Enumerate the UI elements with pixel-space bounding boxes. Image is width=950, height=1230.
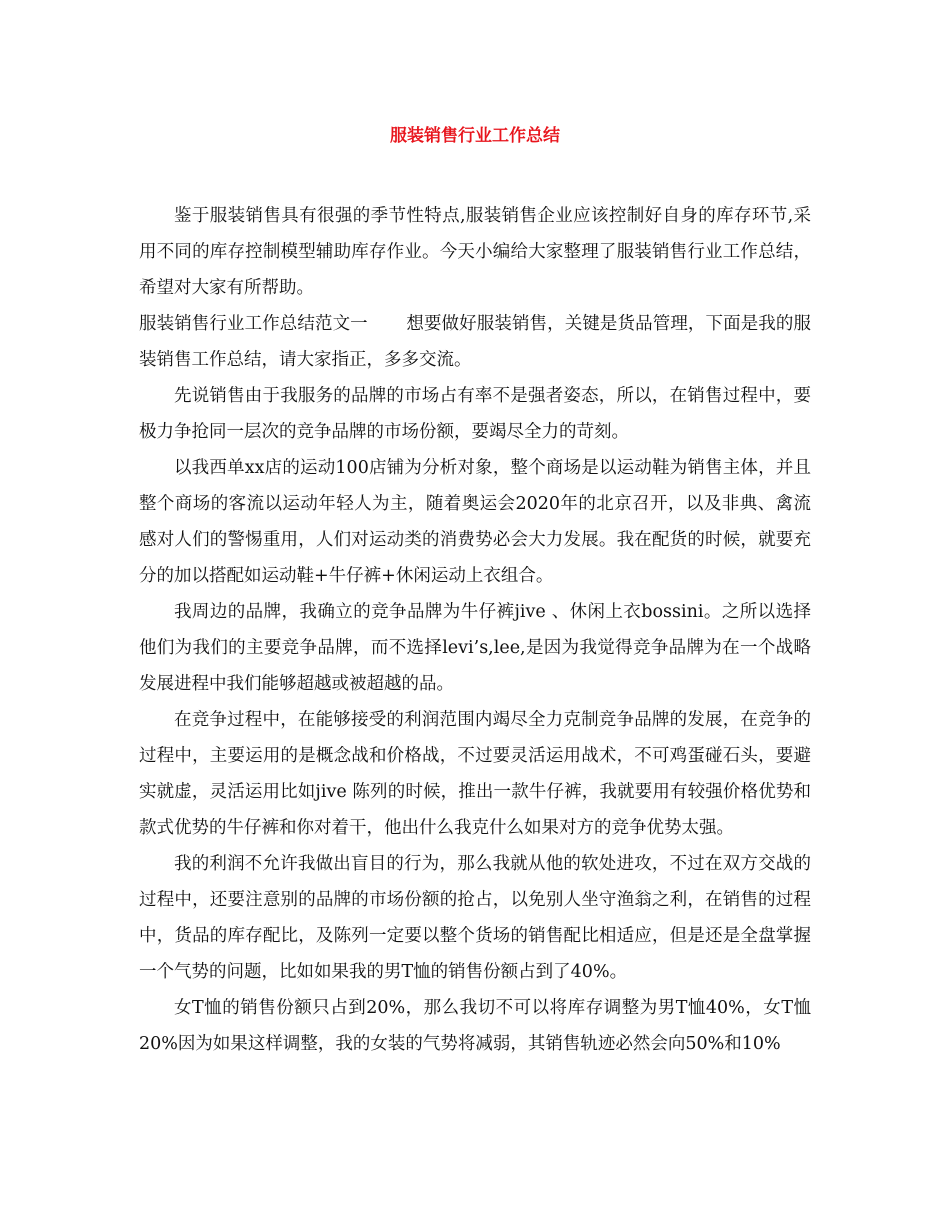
section-paragraph [139, 306, 811, 378]
document-body [139, 198, 811, 1062]
body-paragraph: 先说销售由于我服务的品牌的市场占有率不是强者姿态，所以，在销售过程中，要极力争抢同一层次的竞争品牌的市场份额，要竭尽全力的苛刻。 [139, 386, 811, 442]
body-paragraph: 我的利润不允许我做出盲目的行为，那么我就从他的软处进攻，不过在双方交战的过程中，还要注意别的品牌的市场份额的抢占，以免别人坐守渔翁之利，在销售的过程中，货品的库存配比，及陈列一定要以整个货场的销售配比相适应，但是还是全盘掌握一个气势的问题，比如如果我的男T恤的销售份额占到了40%。 [139, 854, 811, 982]
intro-paragraph: 鉴于服装销售具有很强的季节性特点,服装销售企业应该控制好自身的库存环节,采用不同的库存控制模型辅助库存作业。今天小编给大家整理了服装销售行业工作总结，希望对大家有所帮助。 [139, 206, 811, 298]
document-title: 服装销售行业工作总结 [390, 126, 560, 146]
body-paragraph: 以我西单xx店的运动100店铺为分析对象，整个商场是以运动鞋为销售主体，并且整个商场的客流以运动年轻人为主，随着奥运会2020年的北京召开，以及非典、禽流感对人们的警惕重用，人们对运动类的消费势必会大力发展。我在配货的时候，就要充分的加以搭配如运动鞋+牛仔裤+休闲运动上衣组合。 [139, 458, 811, 586]
body-paragraph: 我周边的品牌，我确立的竞争品牌为牛仔裤jive 、休闲上衣bossini。之所以选择他们为我们的主要竞争品牌，而不选择levi’s,lee,是因为我觉得竞争品牌为在一个战略发展进程中我们能够超越或被超越的品。 [139, 602, 811, 694]
body-paragraph: 在竞争过程中，在能够接受的利润范围内竭尽全力克制竞争品牌的发展，在竞争的过程中，主要运用的是概念战和价格战，不过要灵活运用战术，不可鸡蛋碰石头，要避实就虚，灵活运用比如jive 陈列的时候，推出一款牛仔裤，我就要用有较强价格优势和款式优势的牛仔裤和你对着干，他出什么我克什么如果对方的竞争优势太强。 [139, 710, 811, 838]
section-heading: 服装销售行业工作总结范文一 [139, 314, 368, 334]
body-paragraph: 女T恤的销售份额只占到20%，那么我切不可以将库存调整为男T恤40%，女T恤20%因为如果这样调整，我的女装的气势将减弱，其销售轨迹必然会向50%和10% [139, 998, 811, 1054]
section-intro: 想要做好服装销售，关键是货品管理，下面是我的服装销售工作总结，请大家指正，多多交流。 [139, 314, 812, 370]
